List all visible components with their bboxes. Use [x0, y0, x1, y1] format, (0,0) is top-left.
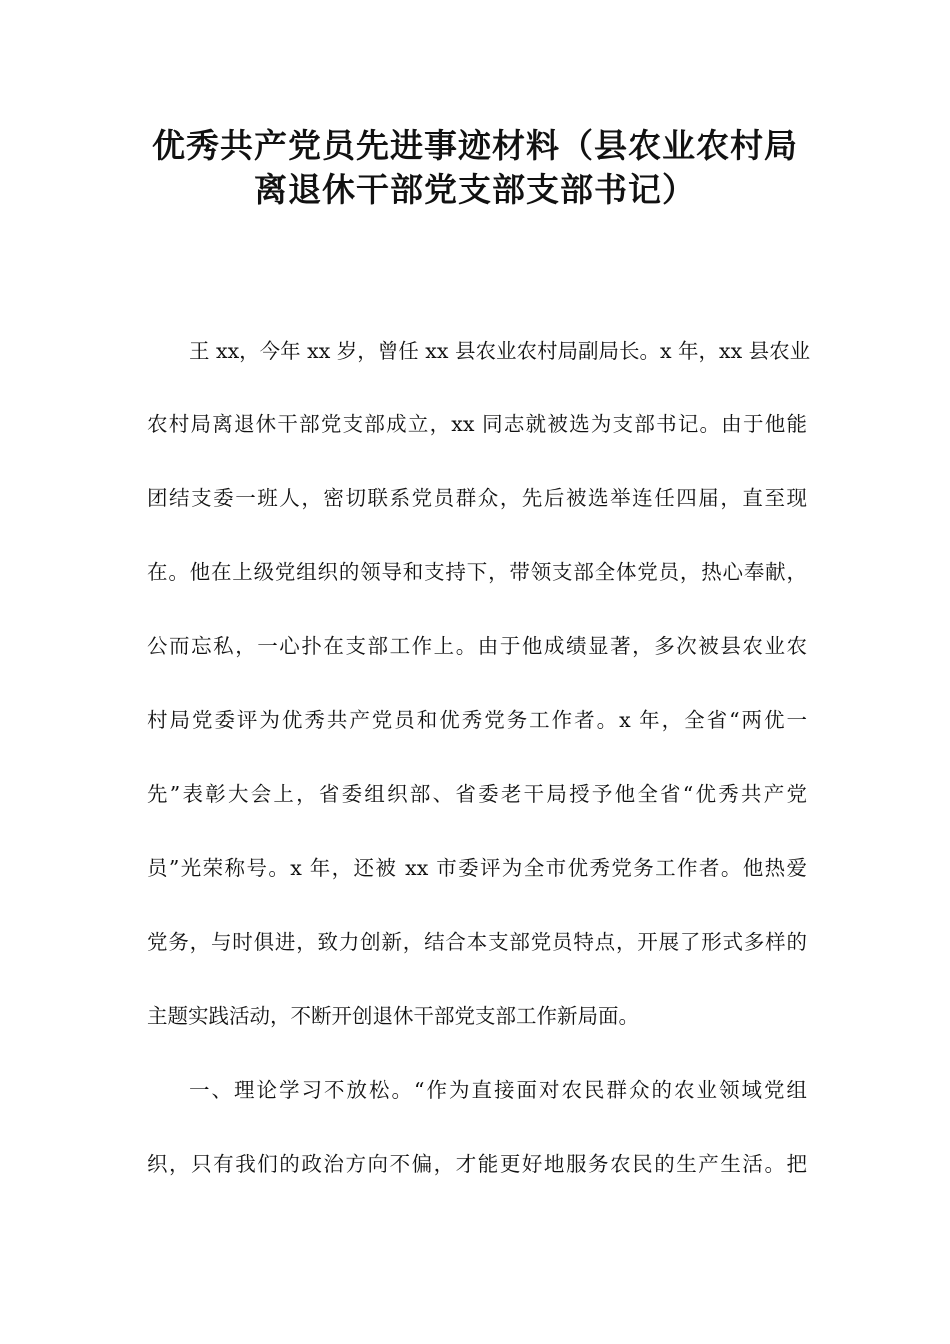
paragraph-line: 王 xx，今年 xx 岁，曾任 xx 县农业农村局副局长。x 年，xx 县农业 — [189, 339, 811, 363]
paragraph-line: 村局党委评为优秀共产党员和优秀党务工作者。x 年，全省“两优一 — [147, 708, 807, 732]
paragraph-line: 主题实践活动，不断开创退休干部党支部工作新局面。 — [147, 1004, 639, 1028]
document-title-line-1: 优秀共产党员先进事迹材料（县农业农村局 — [152, 126, 798, 165]
paragraph-line: 农村局离退休干部党支部成立，xx 同志就被选为支部书记。由于他能 — [147, 412, 807, 436]
paragraph-line: 在。他在上级党组织的领导和支持下，带领支部全体党员，热心奉献， — [147, 560, 807, 584]
paragraph-line: 一、理论学习不放松。“作为直接面对农民群众的农业领域党组 — [189, 1078, 807, 1102]
document-title-line-2: 离退休干部党支部支部书记） — [254, 170, 696, 209]
paragraph-line: 织，只有我们的政治方向不偏，才能更好地服务农民的生产生活。把 — [147, 1152, 807, 1176]
paragraph-line: 公而忘私，一心扑在支部工作上。由于他成绩显著，多次被县农业农 — [147, 634, 807, 658]
paragraph-line: 员”光荣称号。x 年，还被 xx 市委评为全市优秀党务工作者。他热爱 — [147, 856, 807, 880]
paragraph-line: 党务，与时俱进，致力创新，结合本支部党员特点，开展了形式多样的 — [147, 930, 807, 954]
paragraph-line: 团结支委一班人，密切联系党员群众，先后被选举连任四届，直至现 — [147, 486, 807, 510]
paragraph-line: 先”表彰大会上，省委组织部、省委老干局授予他全省“优秀共产党 — [147, 782, 807, 806]
